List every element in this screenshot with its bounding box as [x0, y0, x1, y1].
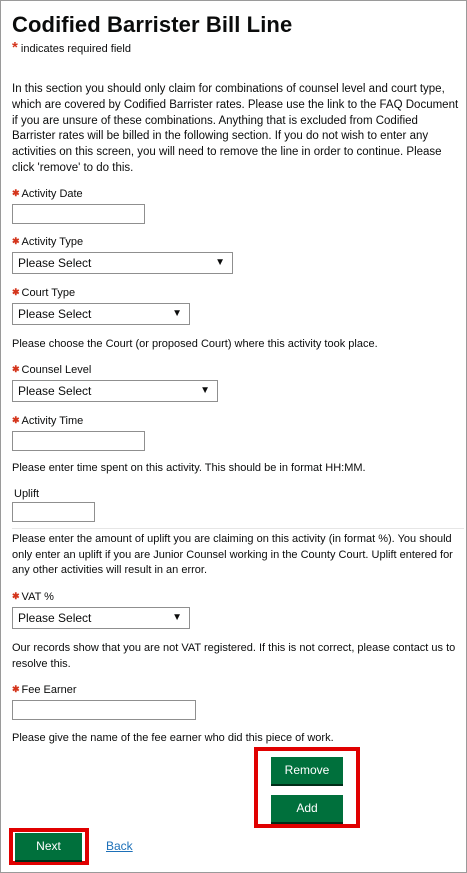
required-icon: ✱	[12, 684, 20, 694]
required-icon: ✱	[12, 415, 20, 425]
activity-date-input[interactable]	[12, 204, 145, 224]
next-button[interactable]: Next	[15, 833, 82, 860]
required-icon: ✱	[12, 591, 20, 601]
page-title: Codified Barrister Bill Line	[12, 12, 293, 37]
uplift-help: Please enter the amount of uplift you are claiming on this activity (in format %). You should only enter an uplift if you are Junior Counsel working in the County Court. Uplift entered for any other activities will result in an error.	[12, 533, 453, 576]
activity-time-input[interactable]	[12, 431, 145, 451]
chevron-down-icon: ▼	[172, 612, 182, 623]
required-icon: ✱	[12, 287, 20, 297]
required-icon: ✱	[12, 188, 20, 198]
court-type-selected: Please Select	[18, 307, 92, 321]
add-button[interactable]: Add	[271, 795, 343, 822]
uplift-label: Uplift	[14, 488, 40, 500]
counsel-level-selected: Please Select	[18, 384, 92, 398]
counsel-level-select[interactable]	[12, 380, 218, 402]
uplift-input[interactable]	[12, 502, 95, 522]
court-type-help: Please choose the Court (or proposed Court) where this activity took place.	[12, 338, 378, 350]
court-type-label: ✱ Court Type	[12, 287, 76, 299]
required-note-text: indicates required field	[20, 43, 131, 55]
chevron-down-icon: ▼	[215, 257, 225, 268]
chevron-down-icon: ▼	[200, 385, 210, 396]
chevron-down-icon: ▼	[172, 308, 182, 319]
fee-earner-help: Please give the name of the fee earner who did this piece of work.	[12, 732, 334, 744]
vat-selected: Please Select	[18, 611, 92, 625]
activity-type-label: ✱ Activity Type	[12, 236, 84, 248]
court-type-select[interactable]	[12, 303, 190, 325]
vat-select[interactable]	[12, 607, 190, 629]
remove-button[interactable]: Remove	[271, 757, 343, 784]
activity-type-select[interactable]	[12, 252, 233, 274]
intro-text: In this section you should only claim for combinations of counsel level and court type, which are covered by Codified Barrister rates. Please use the link to the FAQ Document if you are unsure of these combinations. Anything that is excluded from Codified Barrister rates will be billed in the following section. If you do not wish to enter any activities on this screen, you will need to remove the line in order to continue. Please click 'remove' to do this.	[12, 83, 459, 174]
required-field-note	[12, 41, 131, 57]
activity-date-label: ✱ Activity Date	[12, 188, 83, 200]
vat-label: ✱ VAT %	[12, 591, 54, 603]
activity-time-help: Please enter time spent on this activity. This should be in format HH:MM.	[12, 462, 366, 474]
back-link[interactable]: Back	[106, 839, 133, 853]
activity-type-selected: Please Select	[18, 256, 92, 270]
required-marker: *	[12, 39, 18, 56]
counsel-level-label: ✱ Counsel Level	[12, 364, 92, 376]
required-icon: ✱	[12, 236, 20, 246]
vat-help: Our records show that you are not VAT registered. If this is not correct, please contact us to resolve this.	[12, 642, 456, 670]
activity-time-label: ✱ Activity Time	[12, 415, 84, 427]
fee-earner-input[interactable]	[12, 700, 196, 720]
required-icon: ✱	[12, 364, 20, 374]
fee-earner-label: ✱ Fee Earner	[12, 684, 77, 696]
section-divider	[12, 528, 464, 529]
